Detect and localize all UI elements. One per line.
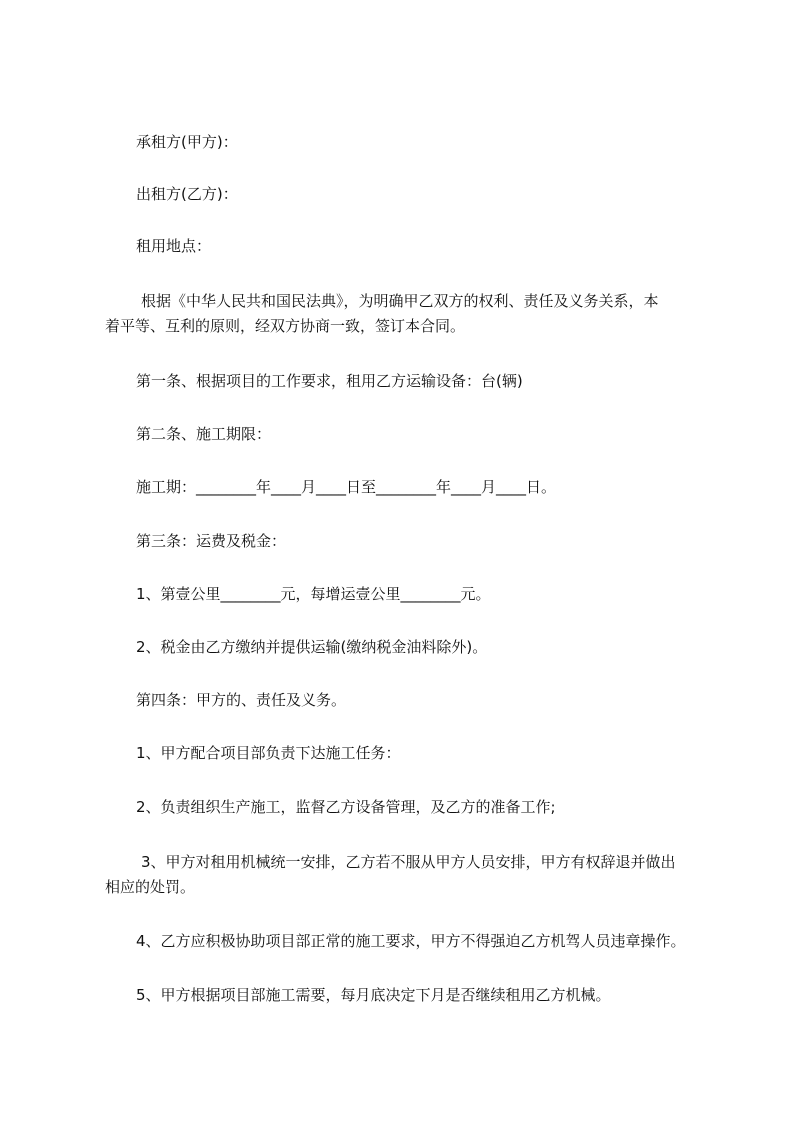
preamble-line-1: 根据《中华人民共和国民法典》，为明确甲乙双方的权利、责任及义务关系，本 (141, 292, 659, 310)
party-a-duty-2: 2、负责组织生产施工，监督乙方设备管理，及乙方的准备工作; (136, 798, 556, 816)
article-2-term-heading: 第二条、施工期限： (136, 425, 272, 443)
article-1-equipment: 第一条、根据项目的工作要求，租用乙方运输设备：台(辆) (136, 372, 523, 390)
rental-location-line: 租用地点： (136, 237, 212, 255)
lessor-party-b-line: 出租方(乙方)： (136, 185, 238, 203)
preamble-line-2: 着平等、互利的原则，经双方协商一致，签订本合同。 (105, 317, 466, 335)
fee-item-2: 2、税金由乙方缴纳并提供运输(缴纳税金油料除外)。 (136, 638, 488, 656)
construction-period-line: 施工期：________年____月____日至________年____月____日。 (136, 478, 557, 496)
party-a-duty-1: 1、甲方配合项目部负责下达施工任务： (136, 744, 401, 762)
article-3-fees-heading: 第三条：运费及税金： (136, 532, 287, 550)
party-a-duty-3-line-1: 3、甲方对租用机械统一安排，乙方若不服从甲方人员安排，甲方有权辞退并做出 (141, 853, 676, 871)
article-4-heading: 第四条：甲方的、责任及义务。 (136, 691, 347, 709)
party-a-duty-3-line-2: 相应的处罚。 (105, 878, 196, 896)
fee-item-1: 1、第壹公里________元，每增运壹公里________元。 (136, 585, 491, 603)
party-a-duty-4: 4、乙方应积极协助项目部正常的施工要求，甲方不得强迫乙方机驾人员违章操作。 (136, 932, 686, 950)
lessee-party-a-line: 承租方(甲方)： (136, 133, 238, 151)
party-a-duty-5: 5、甲方根据项目部施工需要，每月底决定下月是否继续租用乙方机械。 (136, 986, 611, 1004)
